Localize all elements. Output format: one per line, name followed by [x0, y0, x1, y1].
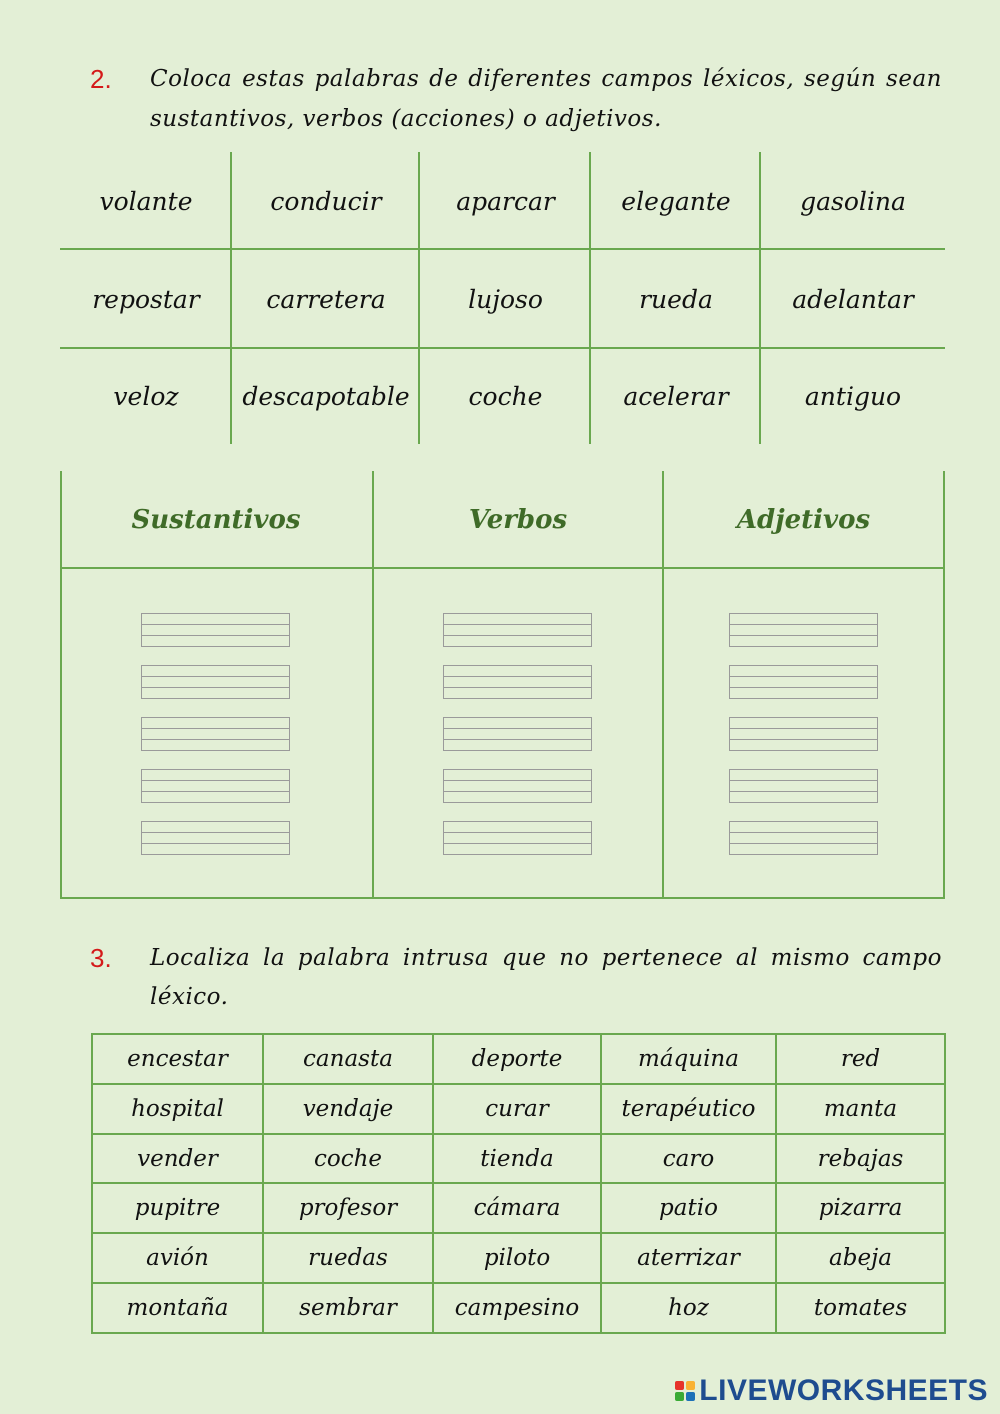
question-3-number: 3. — [90, 943, 112, 973]
table-row — [92, 1134, 945, 1184]
table-border — [943, 471, 945, 899]
intruder-word-cell[interactable]: curar — [433, 1084, 601, 1134]
answer-input-adjetivos[interactable] — [729, 717, 878, 751]
word-cell[interactable]: coche — [468, 382, 543, 411]
answer-input-verbos[interactable] — [443, 665, 592, 699]
word-cell[interactable]: rueda — [639, 285, 713, 314]
intruder-word-table — [91, 1033, 946, 1334]
intruder-word-cell[interactable]: hospital — [92, 1084, 263, 1134]
intruder-word-cell[interactable]: caro — [601, 1134, 776, 1184]
intruder-word-cell[interactable]: vender — [92, 1134, 263, 1184]
intruder-word-cell[interactable]: coche — [263, 1134, 433, 1184]
intruder-word-cell[interactable]: pupitre — [92, 1183, 263, 1233]
intruder-word-cell[interactable]: máquina — [601, 1034, 776, 1084]
intruder-word-cell[interactable]: red — [776, 1034, 945, 1084]
word-bank-grid — [60, 152, 945, 444]
question-3-text-line2: léxico. — [150, 984, 229, 1010]
table-border — [60, 897, 945, 899]
question-2-text-line2: sustantivos, verbos (acciones) o adjetivos. — [150, 106, 662, 132]
liveworksheets-logo — [675, 1374, 988, 1408]
question-3-text-line1: Localiza la palabra intrusa que no pertenece al mismo campo — [150, 945, 942, 971]
intruder-word-cell[interactable]: ruedas — [263, 1233, 433, 1283]
answer-input-adjetivos[interactable] — [729, 769, 878, 803]
answer-input-sustantivos[interactable] — [141, 821, 290, 855]
word-cell[interactable]: adelantar — [792, 285, 914, 314]
word-cell[interactable]: repostar — [92, 285, 200, 314]
intruder-word-cell[interactable]: cámara — [433, 1183, 601, 1233]
intruder-word-cell[interactable]: hoz — [601, 1283, 776, 1333]
intruder-word-cell[interactable]: abeja — [776, 1233, 945, 1283]
question-2-number: 2. — [90, 64, 112, 94]
brand-logo-icon — [675, 1381, 695, 1401]
intruder-word-cell[interactable]: profesor — [263, 1183, 433, 1233]
intruder-word-cell[interactable]: manta — [776, 1084, 945, 1134]
answer-input-verbos[interactable] — [443, 613, 592, 647]
question-2-text-line1: Coloca estas palabras de diferentes campos léxicos, según sean — [150, 66, 942, 92]
header-sustantivos: Sustantivos — [131, 504, 301, 535]
word-cell[interactable]: aparcar — [456, 186, 555, 216]
intruder-word-cell[interactable]: aterrizar — [601, 1233, 776, 1283]
word-cell[interactable]: gasolina — [800, 186, 906, 216]
intruder-word-cell[interactable]: avión — [92, 1233, 263, 1283]
word-cell[interactable]: elegante — [621, 186, 731, 216]
intruder-word-cell[interactable]: pizarra — [776, 1183, 945, 1233]
classification-table — [60, 471, 945, 899]
logo-square-green — [675, 1392, 684, 1401]
word-cell[interactable]: acelerar — [623, 382, 729, 411]
answer-input-verbos[interactable] — [443, 769, 592, 803]
intruder-word-cell[interactable]: terapéutico — [601, 1084, 776, 1134]
intruder-word-cell[interactable]: tienda — [433, 1134, 601, 1184]
word-cell[interactable]: conducir — [270, 186, 382, 216]
intruder-word-cell[interactable]: encestar — [92, 1034, 263, 1084]
answer-input-adjetivos[interactable] — [729, 613, 878, 647]
brand-text: LIVEWORKSHEETS — [699, 1374, 988, 1407]
intruder-word-cell[interactable]: deporte — [433, 1034, 601, 1084]
intruder-word-cell[interactable]: vendaje — [263, 1084, 433, 1134]
answer-input-sustantivos[interactable] — [141, 613, 290, 647]
header-verbos: Verbos — [468, 504, 568, 535]
table-row — [92, 1283, 945, 1333]
intruder-word-cell[interactable]: tomates — [776, 1283, 945, 1333]
answer-input-adjetivos[interactable] — [729, 821, 878, 855]
logo-square-red — [675, 1381, 684, 1390]
answer-input-adjetivos[interactable] — [729, 665, 878, 699]
table-row — [92, 1084, 945, 1134]
logo-square-blue — [686, 1392, 695, 1401]
intruder-word-cell[interactable]: piloto — [433, 1233, 601, 1283]
intruder-word-cell[interactable]: campesino — [433, 1283, 601, 1333]
table-row — [92, 1034, 945, 1084]
word-cell[interactable]: lujoso — [468, 285, 543, 314]
intruder-word-cell[interactable]: sembrar — [263, 1283, 433, 1333]
intruder-word-cell[interactable]: montaña — [92, 1283, 263, 1333]
table-row — [92, 1183, 945, 1233]
answer-input-sustantivos[interactable] — [141, 665, 290, 699]
table-row — [92, 1233, 945, 1283]
header-adjetivos: Adjetivos — [736, 504, 871, 535]
intruder-word-cell[interactable]: canasta — [263, 1034, 433, 1084]
word-cell[interactable]: carretera — [266, 285, 386, 314]
word-cell[interactable]: descapotable — [242, 382, 410, 411]
word-cell[interactable]: antiguo — [804, 382, 902, 411]
word-cell[interactable]: veloz — [113, 382, 179, 411]
intruder-word-cell[interactable]: rebajas — [776, 1134, 945, 1184]
word-cell[interactable]: volante — [99, 186, 193, 216]
logo-square-yellow — [686, 1381, 695, 1390]
intruder-word-cell[interactable]: patio — [601, 1183, 776, 1233]
answer-input-verbos[interactable] — [443, 821, 592, 855]
answer-input-sustantivos[interactable] — [141, 769, 290, 803]
answer-input-verbos[interactable] — [443, 717, 592, 751]
answer-input-sustantivos[interactable] — [141, 717, 290, 751]
